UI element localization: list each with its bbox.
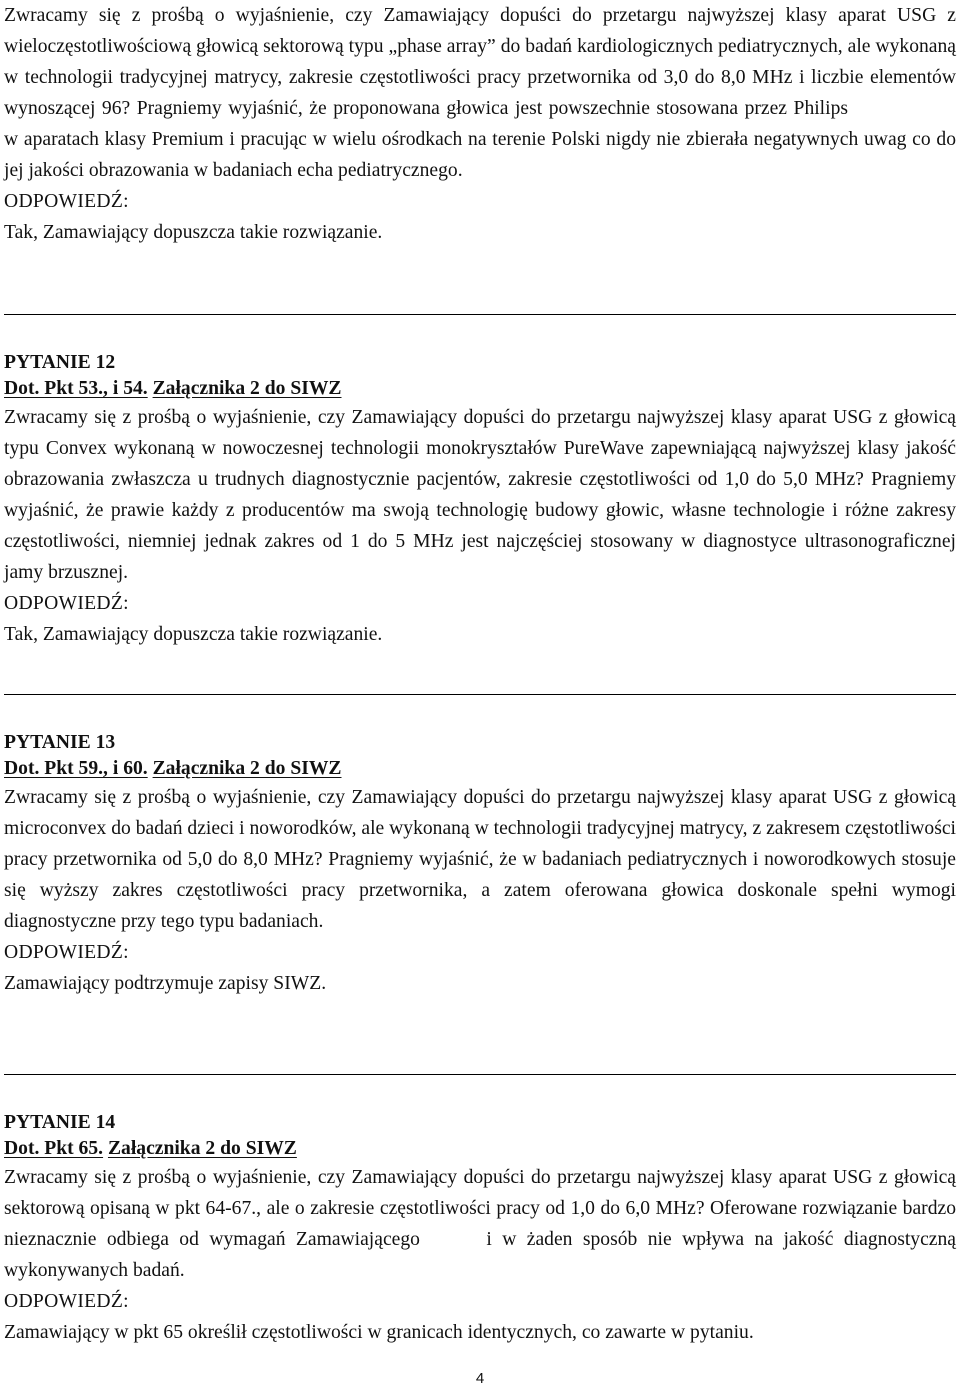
answer-label: ODPOWIEDŹ:: [4, 1291, 129, 1312]
question-body-part2: i w żaden sposób nie wpływa na jakość diagnostyczną wykonywanych badań.: [4, 1229, 956, 1281]
question-body: Zwracamy się z prośbą o wyjaśnienie, czy Zamawiający dopuści do przetargu najwyższej klasy aparat USG z głowicą typu Convex wykonaną w nowoczesnej technologii monokryształów PureWave zapewniającą najwyższej klasy jakość obrazowania zwłaszcza u trudnych diagnostycznie pacjentów, zakresie częstotliwości od 1,0 do 5,0 MHz? Pragniemy wyjaśnić, że prawie każdy z producentów ma swoją technologię budowy głowic, własne technologie i różne zakresy częstotliwości, niemniej jednak zakres od 1 do 5 MHz jest najczęściej stosowany w diagnostyce ultrasonograficznej jamy brzusznej.: [4, 407, 956, 583]
question-title: PYTANIE 13: [4, 732, 116, 753]
reference-points: Dot. Pkt 65.: [4, 1138, 104, 1159]
reference-annex: Załącznika 2 do SIWZ: [152, 758, 342, 779]
separator-rule: [4, 694, 956, 695]
intro-question-part1: Zwracamy się z prośbą o wyjaśnienie, czy Zamawiający dopuści do przetargu najwyższej klasy aparat USG z wieloczęstotliwościową głowicą sektorową typu „phase array” do badań kardiologicznych pediatrycznych, ale wykonaną w technologii tradycyjnej matrycy, zakresie częstotliwości pracy przetwornika od 3,0 do 8,0 MHz i liczbie elementów wynoszącej 96? Pragniemy wyjaśnić, że proponowana głowica jest powszechnie stosowana przez Philips: [4, 5, 956, 119]
reference-points: Dot. Pkt 59., i 60.: [4, 758, 148, 779]
answer-label: ODPOWIEDŹ:: [4, 593, 129, 614]
question-body: Zwracamy się z prośbą o wyjaśnienie, czy Zamawiający dopuści do przetargu najwyższej klasy aparat USG z głowicą microconvex do badań dzieci i noworodków, ale wykonaną w technologii tradycyjnej matrycy, z zakresem częstotliwości pracy przetwornika od 5,0 do 8,0 MHz? Pragniemy wyjaśnić, że w badaniach pediatrycznych i noworodkowych stosuje się wyższy zakres częstotliwości pracy przetwornika, a zatem oferowana głowica doskonale spełni wymogi diagnostyczne przy tego typu badaniach.: [4, 787, 956, 932]
answer-text: Zamawiający w pkt 65 określił częstotliwości w granicach identycznych, co zawarte w pytaniu.: [4, 1322, 754, 1343]
question-title: PYTANIE 12: [4, 352, 116, 373]
separator-rule: [4, 314, 956, 315]
question-13-section: [4, 730, 956, 999]
question-14-section: [4, 1110, 956, 1348]
intro-question-part2: w aparatach klasy Premium i pracując w wielu ośrodkach na terenie Polski nigdy nie zbierała negatywnych uwag co do jej jakości obrazowania w badaniach echa pediatrycznego.: [4, 129, 956, 181]
intro-answer-label: ODPOWIEDŹ:: [4, 191, 129, 212]
question-body-part1: Zwracamy się z prośbą o wyjaśnienie, czy Zamawiający dopuści do przetargu najwyższej klasy aparat USG z głowicą sektorową opisaną w pkt 64-67., ale o zakresie częstotliwości pracy od 1,0 do 6,0 MHz? Oferowane rozwiązanie bardzo nieznacznie odbiega od wymagań Zamawiającego: [4, 1167, 956, 1250]
answer-text: Zamawiający podtrzymuje zapisy SIWZ.: [4, 973, 327, 994]
question-reference: [4, 1136, 956, 1162]
answer-text: Tak, Zamawiający dopuszcza takie rozwiązanie.: [4, 624, 383, 645]
question-reference: [4, 376, 956, 402]
separator-rule: [4, 1074, 956, 1075]
intro-answer-text: Tak, Zamawiający dopuszcza takie rozwiązanie.: [4, 222, 383, 243]
page-number: 4: [475, 1370, 485, 1387]
intro-question-text: [4, 0, 956, 186]
reference-points: Dot. Pkt 53., i 54.: [4, 378, 148, 399]
reference-annex: Załącznika 2 do SIWZ: [107, 1138, 297, 1159]
question-reference: [4, 756, 956, 782]
question-body: [4, 1162, 956, 1286]
question-title: PYTANIE 14: [4, 1112, 116, 1133]
intro-section: [4, 0, 956, 248]
reference-annex: Załącznika 2 do SIWZ: [152, 378, 342, 399]
question-12-section: [4, 350, 956, 650]
answer-label: ODPOWIEDŹ:: [4, 942, 129, 963]
